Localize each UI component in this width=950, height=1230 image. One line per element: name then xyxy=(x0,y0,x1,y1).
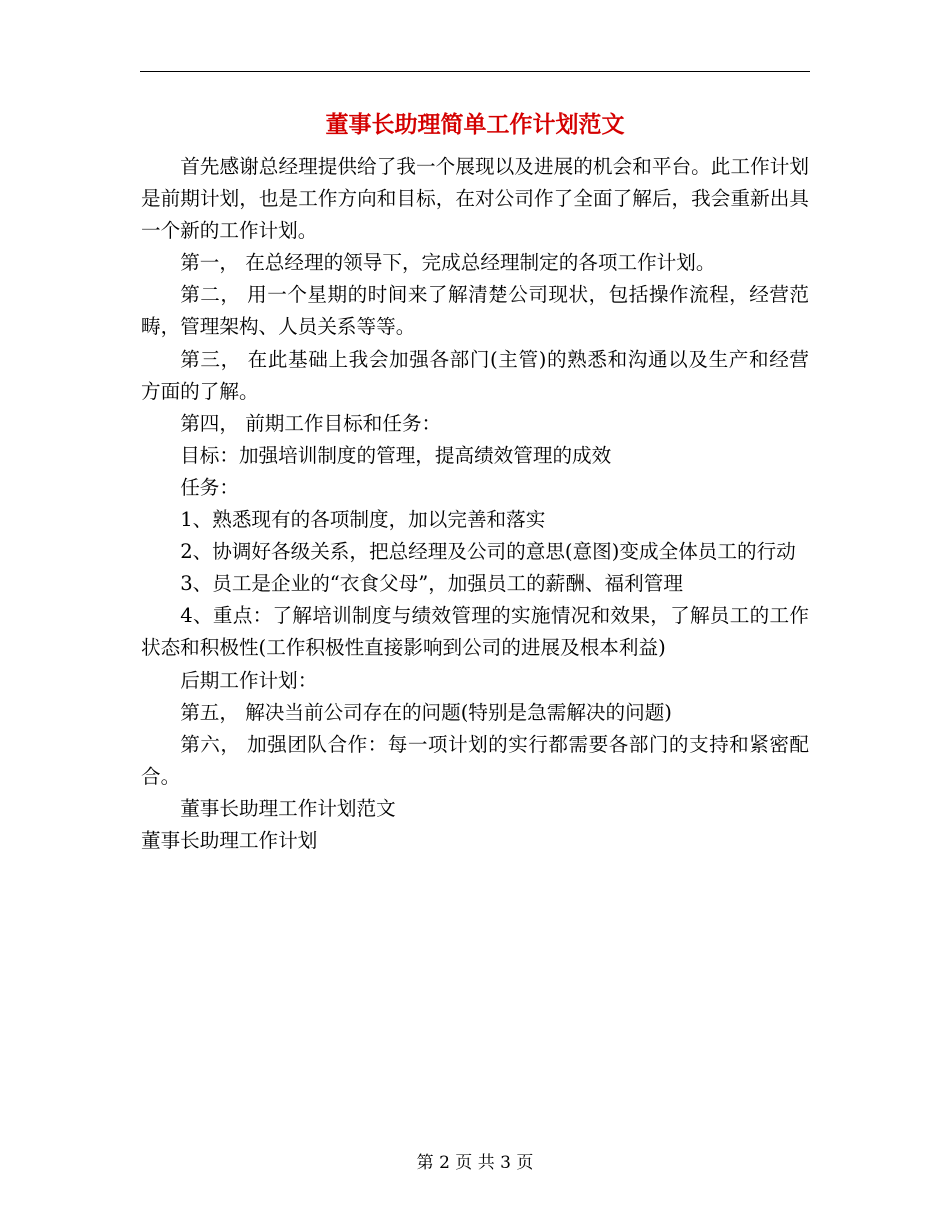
paragraph-next-heading: 董事长助理工作计划 xyxy=(141,828,318,852)
paragraph-item-6: 第六， 加强团队合作：每一项计划的实行都需要各部门的支持和紧密配合。 xyxy=(141,732,809,788)
paragraph-item-3: 第三， 在此基础上我会加强各部门(主管)的熟悉和沟通以及生产和经营方面的了解。 xyxy=(141,347,809,403)
paragraph-goal: 目标：加强培训制度的管理，提高绩效管理的成效 xyxy=(180,443,612,467)
header-rule xyxy=(140,71,810,72)
paragraph-task-4: 4、重点：了解培训制度与绩效管理的实施情况和效果，了解员工的工作状态和积极性(工作积极性直接影响到公司的进展及根本利益) xyxy=(141,604,809,660)
paragraph-item-5: 第五， 解决当前公司存在的问题(特别是急需解决的问题) xyxy=(180,700,672,724)
document-title: 董事长助理简单工作计划范文 xyxy=(325,112,625,138)
paragraph-task-3: 3、员工是企业的“衣食父母”，加强员工的薪酬、福利管理 xyxy=(180,572,683,596)
paragraph-task-2: 2、协调好各级关系，把总经理及公司的意思(意图)变成全体员工的行动 xyxy=(180,540,796,564)
paragraph-item-1: 第一， 在总经理的领导下，完成总经理制定的各项工作计划。 xyxy=(180,251,716,275)
paragraph-section-title: 董事长助理工作计划范文 xyxy=(180,796,396,820)
paragraph-item-4: 第四， 前期工作目标和任务： xyxy=(180,411,442,435)
paragraph-item-2: 第二， 用一个星期的时间来了解清楚公司现状，包括操作流程，经营范畴，管理架构、人员关系等等。 xyxy=(141,283,809,339)
page-number: 第 2 页 共 3 页 xyxy=(416,1153,534,1173)
paragraph-tasks-heading: 任务： xyxy=(180,475,239,499)
paragraph-intro: 首先感谢总经理提供给了我一个展现以及进展的机会和平台。此工作计划是前期计划，也是工作方向和目标，在对公司作了全面了解后，我会重新出具一个新的工作计划。 xyxy=(141,155,809,243)
paragraph-task-1: 1、熟悉现有的各项制度，加以完善和落实 xyxy=(180,508,546,532)
document-body xyxy=(141,151,809,857)
paragraph-later-plan: 后期工作计划： xyxy=(180,668,318,692)
